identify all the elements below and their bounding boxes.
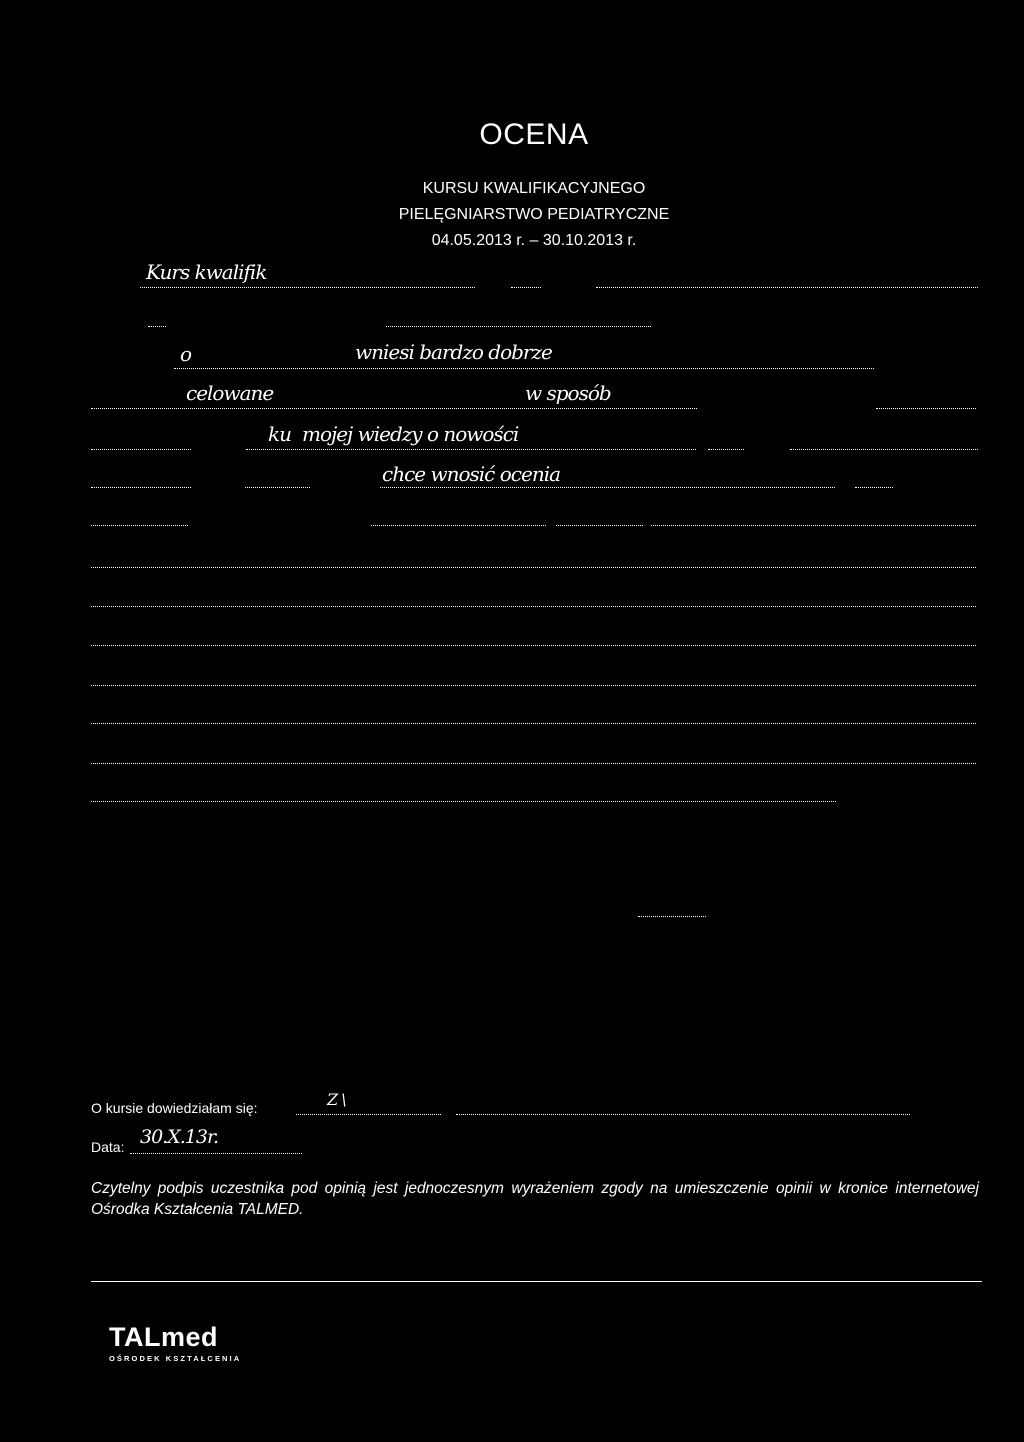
course-source-label: O kursie dowiedziałam się: bbox=[91, 1100, 258, 1116]
dotted-line bbox=[556, 525, 643, 526]
course-source-value: Z \ bbox=[327, 1090, 346, 1109]
dotted-line bbox=[456, 1114, 910, 1115]
dotted-line bbox=[246, 449, 696, 450]
date-value: 30.X.13r. bbox=[140, 1126, 218, 1148]
dotted-line bbox=[91, 645, 976, 646]
talmed-logo: TALmed bbox=[109, 1322, 218, 1352]
dotted-line bbox=[790, 449, 978, 450]
dotted-line bbox=[91, 723, 976, 724]
dotted-line bbox=[855, 487, 893, 488]
page-title: OCENA bbox=[479, 118, 589, 151]
handwritten-text: o bbox=[180, 342, 192, 366]
dotted-line bbox=[140, 287, 475, 288]
dotted-line bbox=[174, 368, 874, 369]
dotted-line bbox=[651, 525, 976, 526]
dotted-line bbox=[91, 449, 191, 450]
handwritten-text: w sposób bbox=[525, 381, 611, 405]
dotted-line bbox=[380, 487, 835, 488]
handwritten-text: mojej wiedzy o nowości bbox=[302, 422, 519, 446]
course-name: PIELĘGNIARSTWO PEDIATRYCZNE bbox=[398, 206, 670, 223]
dotted-line bbox=[91, 763, 976, 764]
dotted-line bbox=[91, 525, 188, 526]
signature-line bbox=[638, 916, 706, 917]
date-label: Data: bbox=[91, 1139, 125, 1155]
dotted-line bbox=[876, 408, 976, 409]
dotted-line bbox=[91, 408, 697, 409]
dotted-line bbox=[596, 287, 978, 288]
handwritten-text: wniesi bardzo dobrze bbox=[355, 340, 552, 364]
course-type: KURSU KWALIFIKACYJNEGO bbox=[422, 180, 646, 197]
dotted-line bbox=[91, 487, 191, 488]
dotted-line bbox=[296, 1114, 441, 1115]
consent-notice: Czytelny podpis uczestnika pod opinią jest jednoczesnym wyrażeniem zgody na umieszczenie opinii w kronice internetowej Ośrodka Kształcenia TALMED. bbox=[91, 1180, 979, 1218]
dotted-line bbox=[148, 326, 166, 327]
handwritten-text: chce wnosić ocenia bbox=[382, 462, 561, 486]
dotted-line bbox=[245, 487, 310, 488]
dotted-line bbox=[511, 287, 541, 288]
handwritten-text: ku bbox=[268, 422, 291, 446]
dotted-line bbox=[386, 326, 651, 327]
handwritten-text: celowane bbox=[186, 381, 274, 405]
dotted-line bbox=[708, 449, 744, 450]
handwritten-text: Kurs kwalifik bbox=[146, 260, 267, 284]
footer-divider bbox=[91, 1281, 982, 1282]
dotted-line bbox=[371, 525, 546, 526]
dotted-line bbox=[91, 606, 976, 607]
dotted-line bbox=[91, 685, 976, 686]
talmed-tagline: OŚRODEK KSZTAŁCENIA bbox=[109, 1354, 242, 1363]
course-dates: 04.05.2013 r. – 30.10.2013 r. bbox=[431, 232, 637, 249]
dotted-line bbox=[91, 567, 976, 568]
dotted-line bbox=[91, 801, 836, 802]
dotted-line bbox=[130, 1153, 302, 1154]
